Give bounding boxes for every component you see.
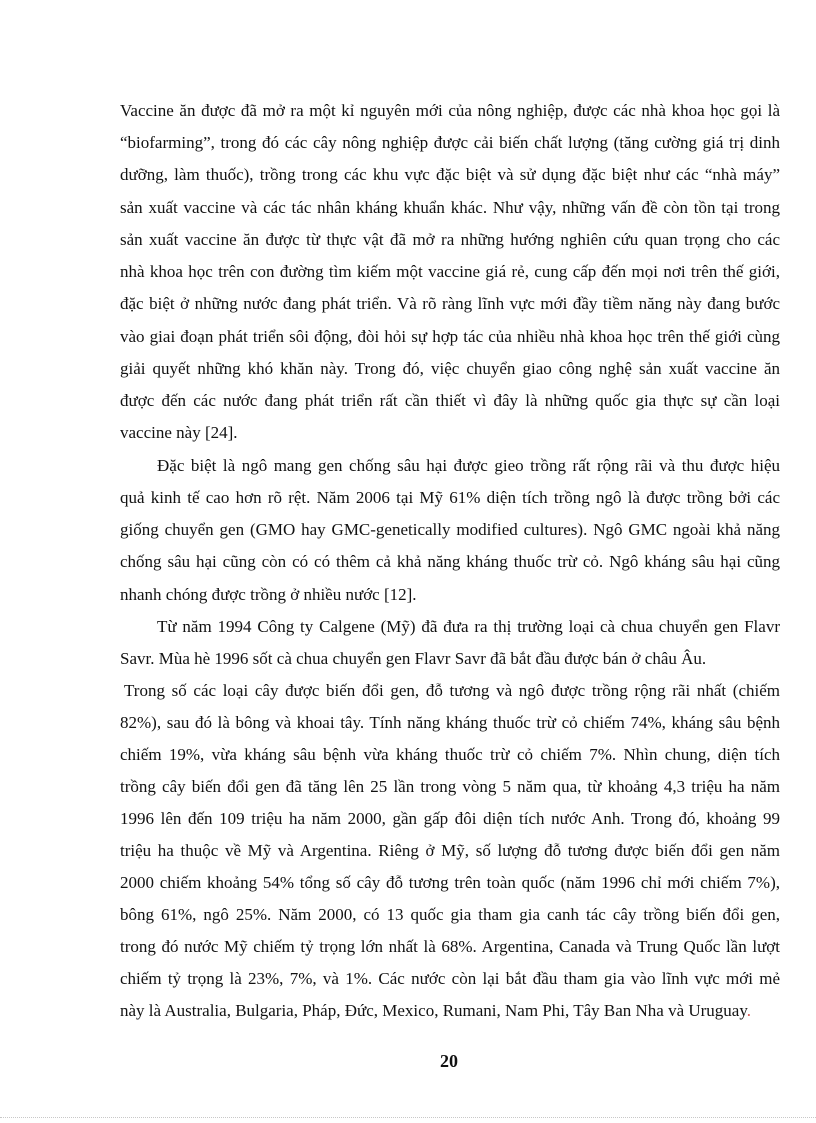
text-line: vào giai đoạn phát triển sôi động, đòi hỏi sự hợp tác của nhiều nhà khoa học trên thế giới cùng bbox=[120, 327, 780, 346]
text-line: nhanh chóng được trồng ở nhiều nước [12]. bbox=[120, 585, 417, 604]
text-line-final bbox=[120, 1001, 780, 1021]
text-line: 1996 lên đến 109 triệu ha năm 2000, gần gấp đôi diện tích nước Anh. Trong đó, khoảng 99 bbox=[120, 809, 780, 828]
text-line: 2000 chiếm khoảng 54% tổng số cây đỗ tương trên toàn quốc (năm 1996 chỉ mới chiếm 7%), bbox=[120, 873, 780, 892]
text-line: Savr. Mùa hè 1996 sốt cà chua chuyển gen Flavr Savr đã bắt đầu được bán ở châu Âu. bbox=[120, 649, 707, 668]
text-line: giống chuyển gen (GMO hay GMC-genetically modified cultures). Ngô GMC ngoài khả năng bbox=[120, 520, 780, 539]
text-line: sản xuất vaccine và các tác nhân kháng khuẩn khác. Như vậy, những vấn đề còn tồn tại trong bbox=[120, 198, 780, 217]
text-line: chống sâu hại cũng còn có có thêm cả khả năng kháng thuốc trừ cỏ. Ngô kháng sâu hại cũng bbox=[120, 552, 780, 571]
text-line: quả kinh tế cao hơn rõ rệt. Năm 2006 tại Mỹ 61% diện tích trồng ngô là được trồng bởi các bbox=[120, 488, 780, 507]
final-period: . bbox=[746, 1001, 752, 1020]
text-line: giải quyết những khó khăn này. Trong đó, việc chuyển giao công nghệ sản xuất vaccine ăn bbox=[120, 359, 780, 378]
text-line: Từ năm 1994 Công ty Calgene (Mỹ) đã đưa ra thị trường loại cà chua chuyển gen Flavr bbox=[157, 617, 780, 636]
text-line: dưỡng, làm thuốc), trồng trong các khu vực đặc biệt và sử dụng đặc biệt như các “nhà máy” bbox=[120, 165, 780, 184]
text-line: Trong số các loại cây được biến đổi gen, đỗ tương và ngô được trồng rộng rãi nhất (chiếm bbox=[124, 681, 780, 700]
text-line: vaccine này [24]. bbox=[120, 423, 238, 442]
text-line: triệu ha thuộc về Mỹ và Argentina. Riêng ở Mỹ, số lượng đỗ tương được biến đổi gen năm bbox=[120, 841, 780, 860]
text-line: Vaccine ăn được đã mở ra một kỉ nguyên mới của nông nghiệp, được các nhà khoa học gọi là bbox=[120, 101, 780, 120]
text-line: trồng cây biến đổi gen đã tăng lên 25 lần trong vòng 5 năm qua, từ khoảng 4,3 triệu ha năm bbox=[120, 777, 780, 796]
text-line: được đến các nước đang phát triển rất cần thiết vì đây là những quốc gia thực sự cần loại bbox=[120, 391, 780, 410]
page-number: 20 bbox=[440, 1051, 458, 1071]
text-line: nhà khoa học trên con đường tìm kiếm một vaccine giá rẻ, cung cấp đến mọi nơi trên thế giới, bbox=[120, 262, 780, 281]
text-line-content: này là Australia, Bulgaria, Pháp, Đức, Mexico, Rumani, Nam Phi, Tây Ban Nha và Uruguay bbox=[120, 1001, 747, 1020]
text-line: bông 61%, ngô 25%. Năm 2000, có 13 quốc gia tham gia canh tác cây trồng biến đổi gen, bbox=[120, 905, 780, 924]
text-line: trong đó nước Mỹ chiếm tỷ trọng lớn nhất là 68%. Argentina, Canada và Trung Quốc lần lượt bbox=[120, 937, 780, 956]
text-line: Đặc biệt là ngô mang gen chống sâu hại được gieo trồng rất rộng rãi và thu được hiệu bbox=[157, 456, 780, 475]
page-bottom-divider bbox=[0, 1117, 816, 1118]
text-line: sản xuất vaccine ăn được từ thực vật đã mở ra những hướng nghiên cứu quan trọng cho các bbox=[120, 230, 780, 249]
text-line: chiếm tỷ trọng là 23%, 7%, và 1%. Các nước còn lại bắt đầu tham gia vào lĩnh vực mới mẻ bbox=[120, 969, 780, 988]
text-line: “biofarming”, trong đó các cây nông nghiệp được cải biến chất lượng (tăng cường giá trị dinh bbox=[120, 133, 780, 152]
text-line: chiếm 19%, vừa kháng sâu bệnh vừa kháng thuốc trừ cỏ chiếm 7%. Nhìn chung, diện tích bbox=[120, 745, 780, 764]
text-line: đặc biệt ở những nước đang phát triển. Và rõ ràng lĩnh vực mới đầy tiềm năng này đang bước bbox=[120, 294, 780, 313]
text-line: 82%), sau đó là bông và khoai tây. Tính năng kháng thuốc trừ cỏ chiếm 74%, kháng sâu bệnh bbox=[120, 713, 780, 732]
